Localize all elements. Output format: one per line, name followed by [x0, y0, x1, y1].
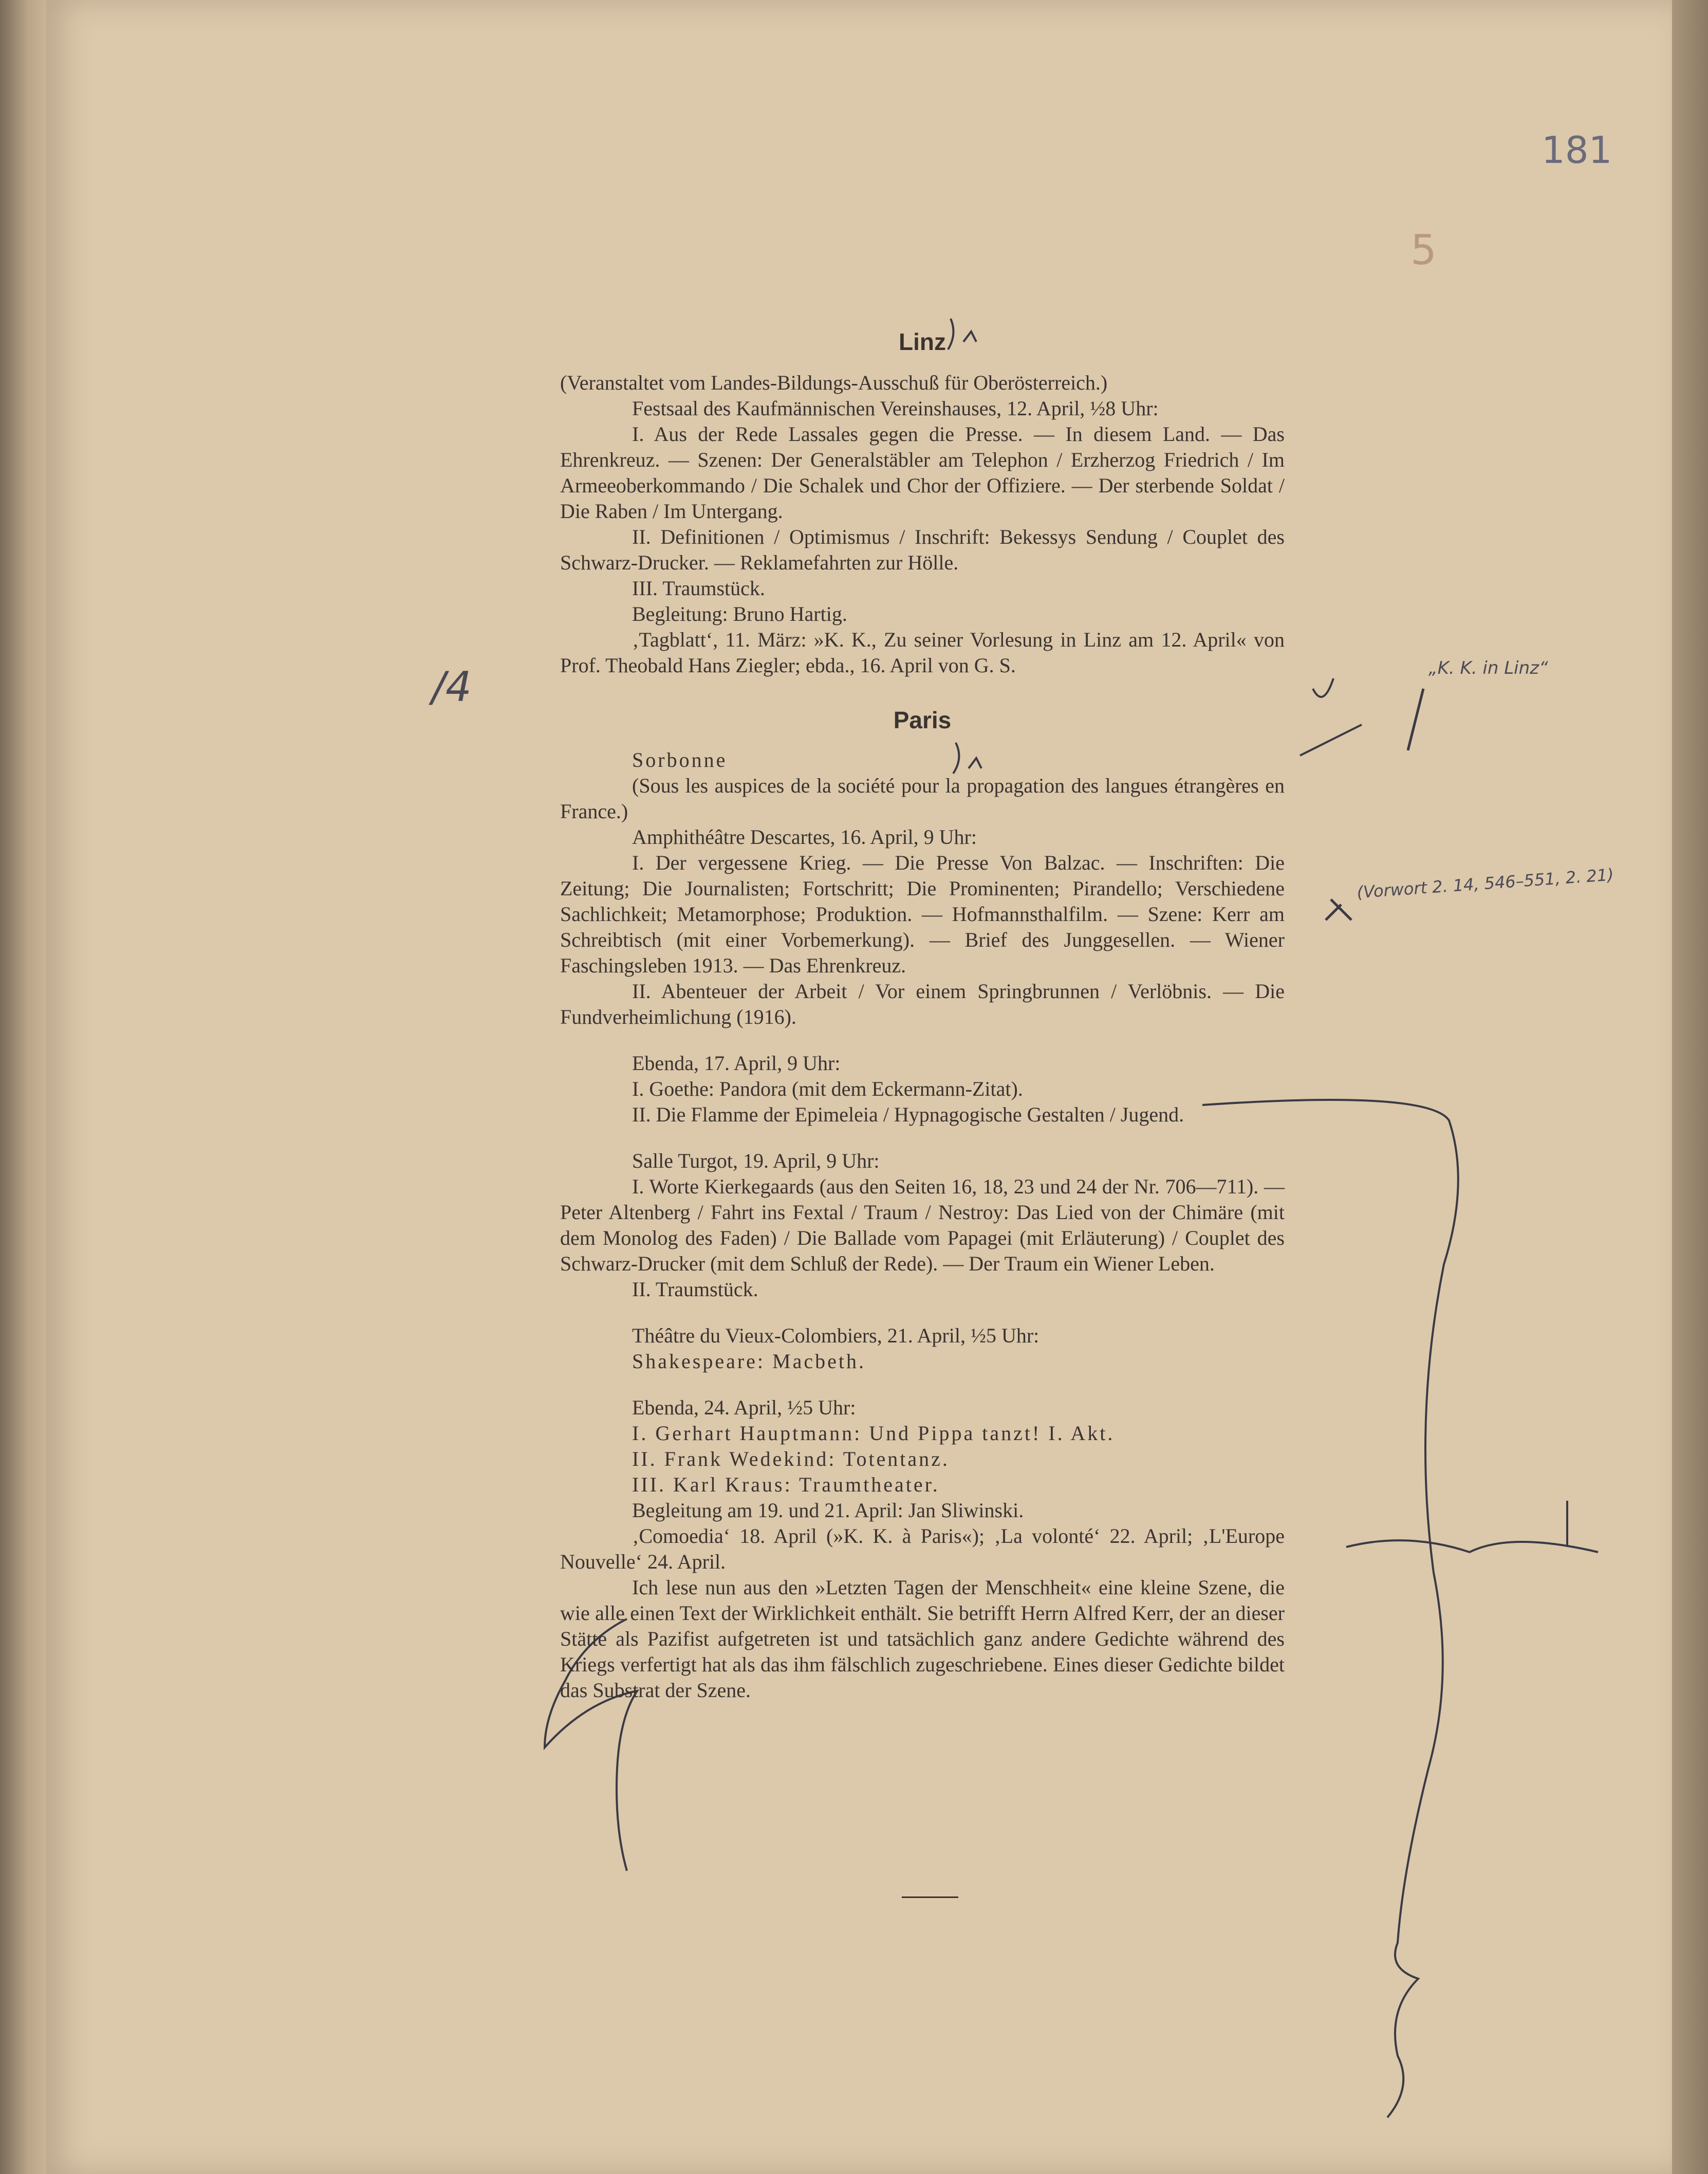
session5-part1: I. Gerhart Hauptmann: Und Pippa tanzt! I. Akt. — [632, 1422, 1115, 1445]
linz-line-1: Festsaal des Kaufmännischen Vereinshauses, 12. April, ½8 Uhr: — [632, 397, 1159, 420]
session2-part1: I. Goethe: Pandora (mit dem Eckermann-Zitat). — [632, 1077, 1023, 1100]
heading-linz: Linz — [899, 328, 946, 355]
session5-title: Ebenda, 24. April, ½5 Uhr: — [632, 1396, 856, 1419]
document-body — [560, 329, 1285, 1703]
session4-part1: Shakespeare: Macbeth. — [632, 1350, 866, 1373]
linz-line-5: Begleitung: Bruno Hartig. — [632, 602, 847, 625]
page-number: 181 — [1542, 128, 1612, 172]
scribble-right — [1346, 1501, 1598, 1552]
margin-annotation-linz: „K. K. in Linz“ — [1428, 658, 1548, 678]
paris-accompaniment: Begleitung am 19. und 21. April: Jan Sliwinski. — [632, 1499, 1024, 1522]
paris-press: ‚Comoedia‘ 18. April (»K. K. à Paris«); ‚La volonté‘ 22. April; ‚L'Europe Nouvelle‘ 24. April. — [560, 1524, 1285, 1573]
session3-title: Salle Turgot, 19. April, 9 Uhr: — [632, 1149, 880, 1172]
paris-auspices: (Sous les auspices de la société pour la propagation des langues étrangères en France.) — [560, 774, 1285, 823]
pencil-mark: 5 — [1410, 226, 1437, 274]
session2-title: Ebenda, 17. April, 9 Uhr: — [632, 1052, 841, 1075]
session3-part1: I. Worte Kierkegaards (aus den Seiten 16, 18, 23 und 24 der Nr. 706—711). — Peter Altenberg / Fahrt ins Fextal / Traum / Nestroy: Das Lied von der Chimäre (mit dem Monolog des Faden) / Die Ballade vom Papagei (mit Erläuterung) / Couplet des Schwarz-Drucker (mit dem Schluß der Rede). — Der Traum ein Wiener Leben. — [560, 1175, 1285, 1275]
session3-part2: II. Traumstück. — [632, 1278, 758, 1301]
margin-annotation-left: /4 — [432, 663, 472, 711]
end-rule — [902, 1896, 958, 1898]
linz-line-4: III. Traumstück. — [632, 577, 765, 600]
session4-title: Théâtre du Vieux-Colombiers, 21. April, ½5 Uhr: — [632, 1324, 1039, 1347]
session2-part2: II. Die Flamme der Epimeleia / Hypnagogische Gestalten / Jugend. — [632, 1103, 1184, 1126]
linz-line-0: (Veranstaltet vom Landes-Bildungs-Ausschuß für Oberösterreich.) — [560, 371, 1108, 394]
linz-line-2: I. Aus der Rede Lassales gegen die Presse. — In diesem Land. — Das Ehrenkreuz. — Szenen: Der Generalstäbler am Telephon / Erzherzog Friedrich / Im Armeeoberkommando / Die Schalek und Chor der Offiziere. — Der sterbende Soldat / Die Raben / Im Untergang. — [560, 422, 1285, 523]
linz-margin-slash — [1408, 689, 1423, 750]
linz-line-3: II. Definitionen / Optimismus / Inschrift: Bekessys Sendung / Couplet des Schwarz-Drucker. — Reklamefahrten zur Hölle. — [560, 525, 1285, 574]
paris-margin-mark — [1326, 899, 1351, 920]
linz-margin-tick — [1300, 678, 1362, 756]
session1-title: Amphithéâtre Descartes, 16. April, 9 Uhr: — [632, 825, 977, 849]
paris-closing: Ich lese nun aus den »Letzten Tagen der Menschheit« eine kleine Szene, die wie alle einen Text der Wirklichkeit enthält. Sie betrifft Herrn Alfred Kerr, der an dieser Stätte als Pazifist aufgetreten ist und tatsächlich ganz andere Gedichte während des Kriegs verfertigt hat als das ihm fälschlich zugeschriebene. Eines dieser Gedichte bildet das Substrat der Szene. — [560, 1576, 1285, 1702]
linz-line-6: ‚Tagblatt‘, 11. März: »K. K., Zu seiner Vorlesung in Linz am 12. April« von Prof. Theobald Hans Ziegler; ebda., 16. April von G. S. — [560, 628, 1285, 677]
session1-part2: II. Abenteuer der Arbeit / Vor einem Springbrunnen / Verlöbnis. — Die Fundverheimlichung (1916). — [560, 980, 1285, 1028]
heading-paris: Paris — [893, 707, 952, 733]
session5-part2: II. Frank Wedekind: Totentanz. — [632, 1447, 950, 1470]
paris-sorbonne: Sorbonne — [632, 748, 728, 771]
session1-part1: I. Der vergessene Krieg. — Die Presse Von Balzac. — Inschriften: Die Zeitung; Die Journalisten; Fortschritt; Die Prominenten; Pirandello; Verschiedene Sachlichkeit; Metamorphose; Produktion. — Hofmannsthalfilm. — Szene: Kerr am Schreibtisch (mit einer Vorbemerkung). — Brief des Junggesellen. — Wiener Faschingsleben 1913. — Das Ehrenkreuz. — [560, 851, 1285, 977]
margin-annotation-paris: (Vorwort 2. 14, 546–551, 2. 21) — [1356, 864, 1614, 902]
session5-part3: III. Karl Kraus: Traumtheater. — [632, 1473, 940, 1496]
